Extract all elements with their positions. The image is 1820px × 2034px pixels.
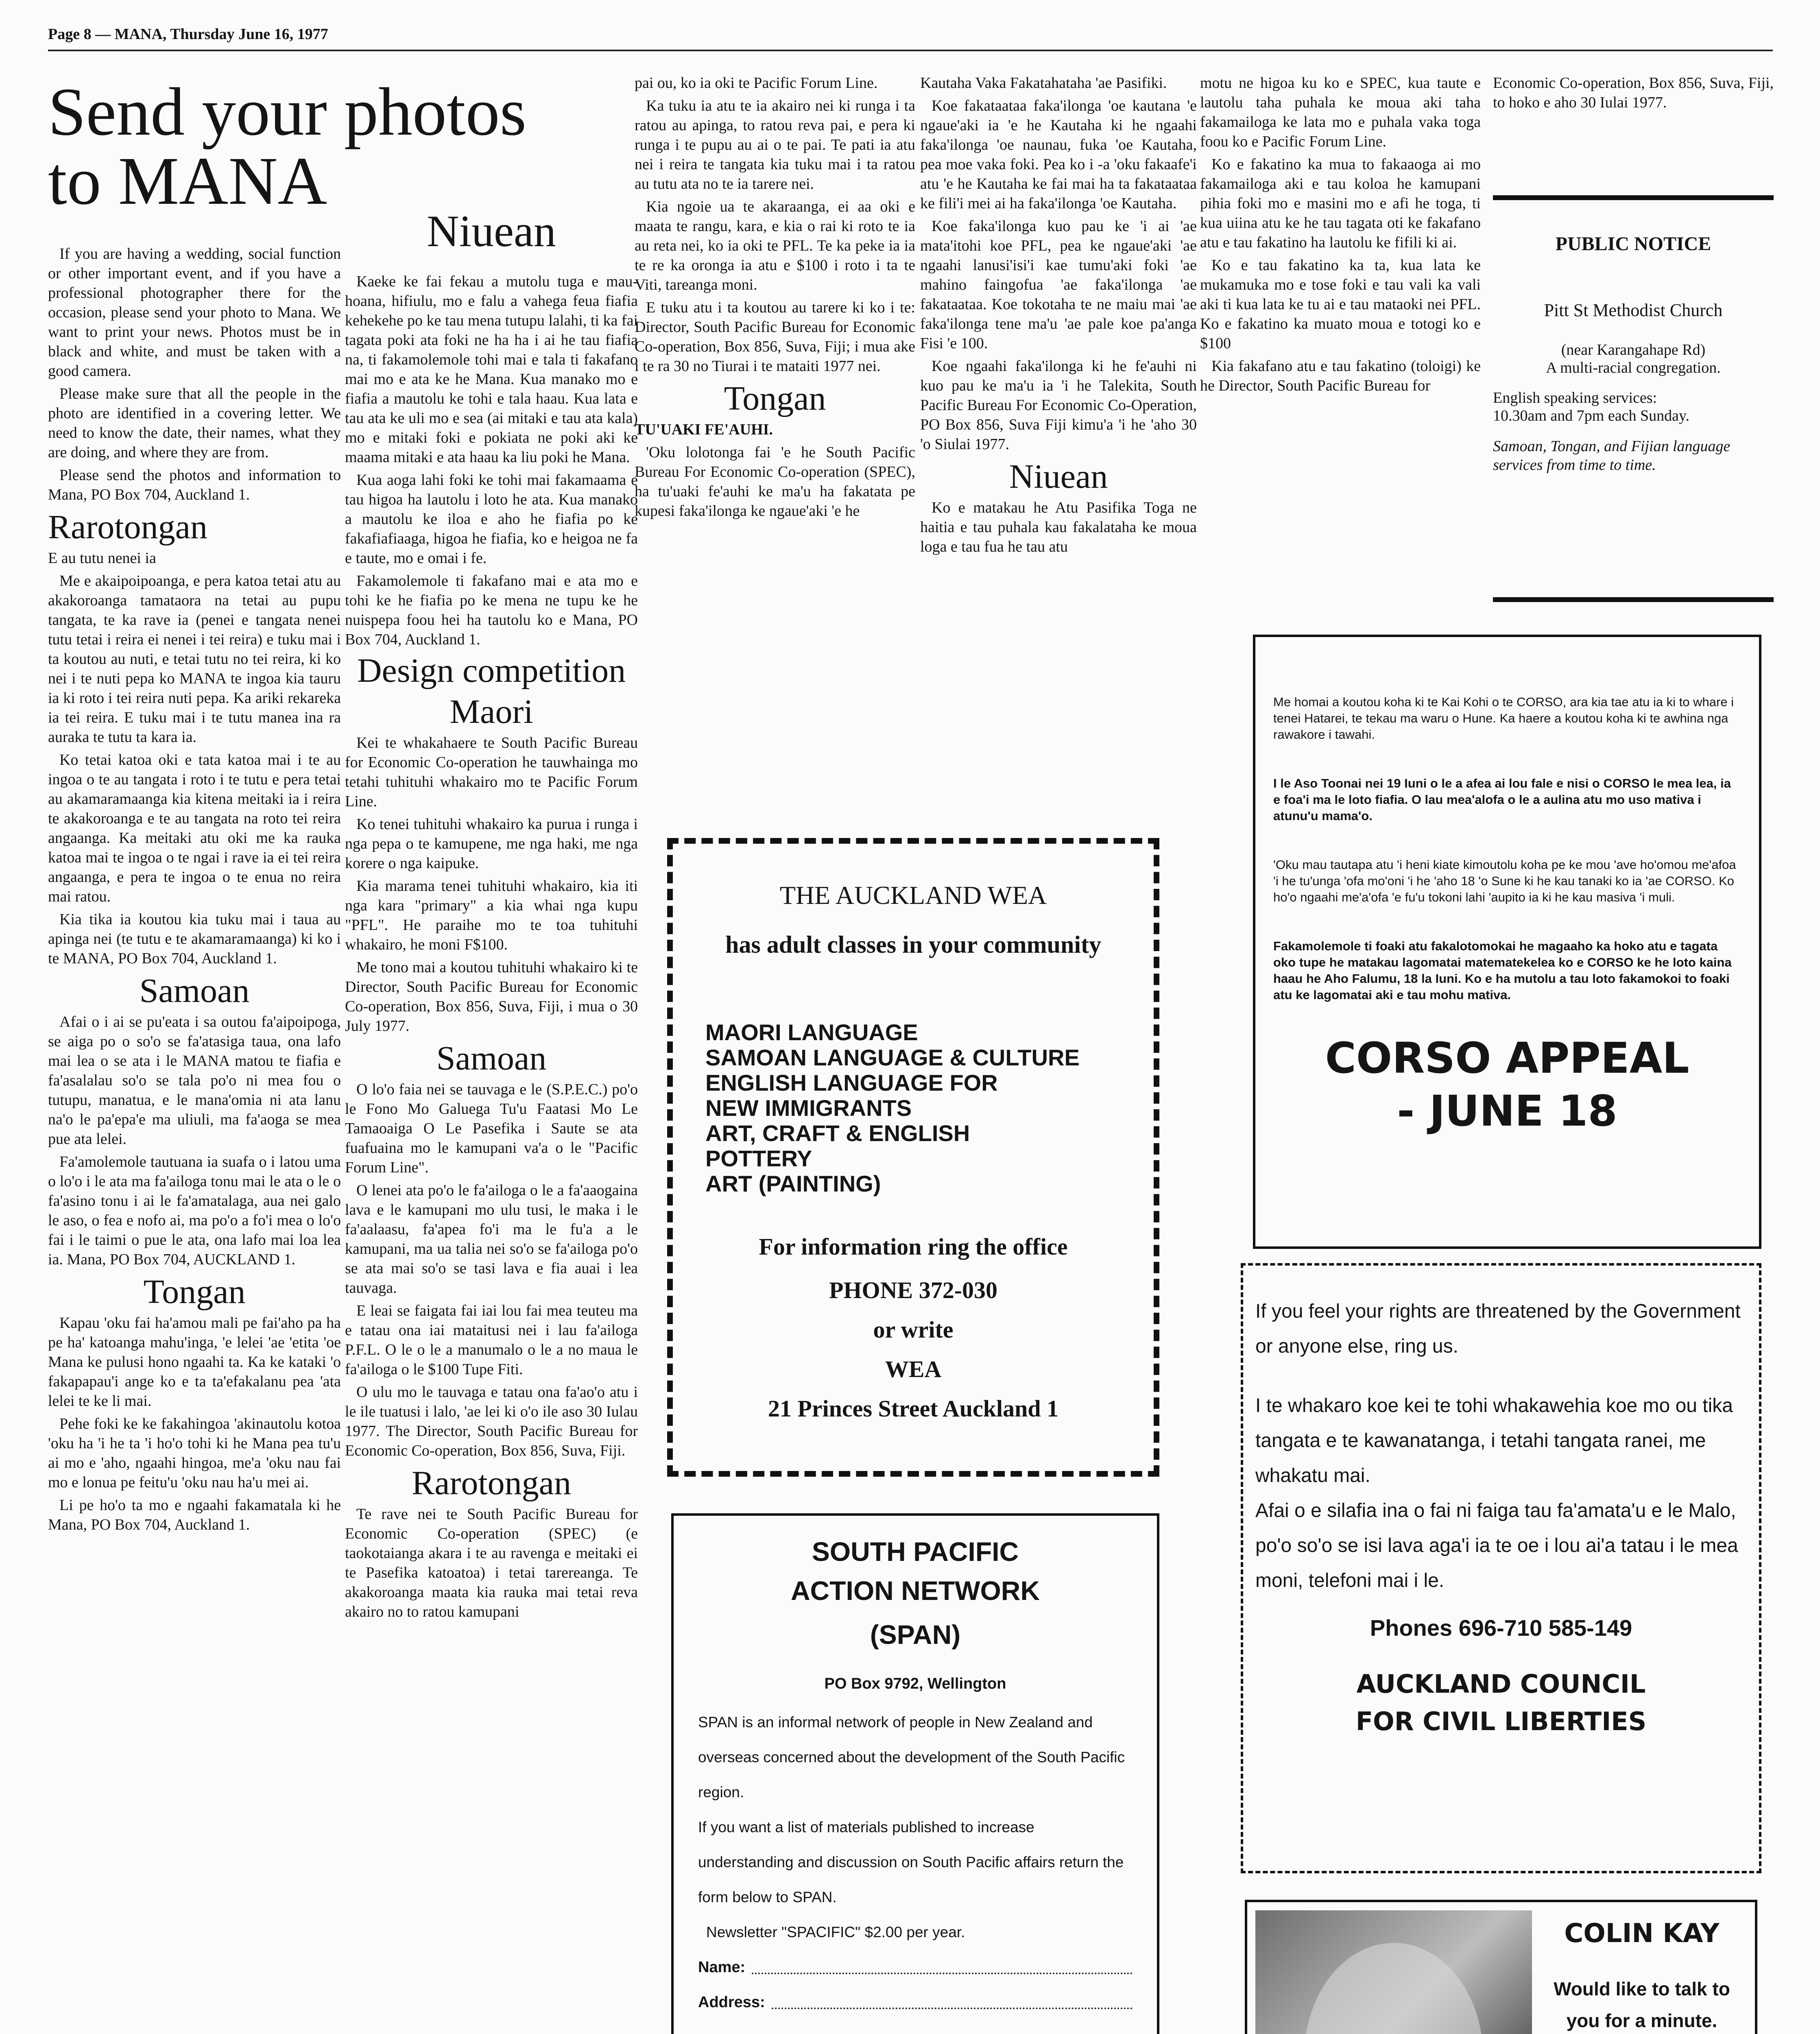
section-paragraph: Ko e matakau he Atu Pasifika Toga ne haitia e tau puhala kau fakalataha ke moua loga e tau fua he tau atu: [920, 499, 1197, 555]
colin-would: Would like to talk to you for a minute.: [1554, 1978, 1730, 2031]
section-paragraph: Afai o i ai se pu'eata i sa outou fa'aipoipoga, se aiga po o so'o se fa'atasiga taua, ona lafo mai lea o se ata i le MANA matou te fiafia e fa'asalalau so'o se tala po'o ni mea fou o tutupu, manatua, e le mana'omia ni ata lanu na'o le pa'epa'e ma uliuli, ma fa'aoga se mea pue ata lelei.: [48, 1013, 341, 1148]
span-address-field[interactable]: [698, 1985, 1133, 2020]
notice-services: 10.30am and 7pm each Sunday.: [1493, 407, 1689, 424]
wea-class: ART, CRAFT & ENGLISH: [705, 1120, 970, 1146]
wea-ad: [667, 838, 1159, 1477]
span-p2: If you want a list of materials published to increase understanding and discussion on South Pacific affairs return the form below to SPAN.: [698, 1819, 1124, 1905]
section-paragraph: Kaeke ke fai fekau a mutolu tuga e mau-hoana, hifiulu, mo e falu a vahega feua fiafia kehekehe po ke tau mena tutupu lalahi, ti ka fai tagata poki ata foki ne ha ha i ai he tau fiafia na, ti fakamolemole tohi mai e tala ti fakafano mai mo e ata ke he Mana. Kua manako mo e fiafia a mautolu ke tohi e tala haau. Kua lata e tau ata ke uli mo e sea (ai mitaki e tau ata kala) mo e mitaki foki e pokiata ne poki aki ke maama mitaki e ata haau ka liu poki he Mana.: [345, 273, 638, 466]
section-heading: Niuean: [427, 206, 556, 256]
section-paragraph: E tuku atu i ta koutou au tarere ki ko i te: Director, South Pacific Bureau for Economic Co-operation, Box 856, Suva, Fiji; i mua ake i te ra 30 no Tiurai i te mataiti 1977 nei.: [635, 299, 915, 375]
section-paragraph: Koe ngaahi faka'ilonga ki he fe'auhi ni kuo pau ke ma'u ia 'i he Talekita, South Pacific Bureau For Economic Co-Operation, PO Box 856, Suva Fiji kimu'a 'i he 'aho 30 'o Siulai 1977.: [920, 358, 1197, 453]
section-paragraph: Pehe foki ke ke fakahingoa 'akinautolu kotoa 'oku ha 'i he ta 'i ho'o tohi ki he Mana pea tu'u ai mo e 'aho, ngaahi hingoa, me'a 'oku nau fai mo e lonua pe feitu'u 'oku nau ha'u mei ai.: [48, 1415, 341, 1491]
section-paragraph: Economic Co-operation, Box 856, Suva, Fiji, to hoko e aho 30 Iulai 1977.: [1493, 74, 1774, 111]
section-paragraph: Fa'amolemole tautuana ia suafa o i latou uma o lo'o i le ata ma fa'ailoga tonu mai le ata o le o fa'asino tonu i ai le fa'amatalaga, aua nei galo le aso, o fea e nofo ai, ma po'o a fo'i mea o lo'o fai i le taimi o pue le ata, ona lafo mai loa lea ia. Mana, PO Box 704, AUCKLAND 1.: [48, 1153, 341, 1268]
wea-class: POTTERY: [705, 1146, 812, 1171]
colin-kay-ad: [1245, 1900, 1757, 2034]
notice-church: Pitt St Methodist Church: [1544, 300, 1723, 320]
corso-p4: Fakamolemole ti foaki atu fakalotomokai he magaaho ka hoko atu e tagata oko tupe he matakau lagomatai matematekelea ko e CORSO ke he loto kaina haau he Aho Falumu, 18 la Iuni. Ko e ha mutolu a tau loto fakamokoi to foaki atu ke lagomatai aki e tau mohu mativa.: [1273, 939, 1732, 1002]
span-name-field[interactable]: [698, 1950, 1133, 1985]
wea-class: NEW IMMIGRANTS: [705, 1095, 912, 1121]
corso-date: - JUNE 18: [1397, 1086, 1617, 1136]
section-paragraph: Kapau 'oku fai ha'amou mali pe fai'aho pa ha pe ha' katoanga mahu'inga, 'e lelei 'ae 'etita 'oe Mana ke pulusi hono ngaahi ta. Ka ke kataki 'o fakapapau'i ange ko e ta ta'efakalanu pea 'ata lelei te ke li mai.: [48, 1314, 341, 1410]
section-paragraph: O ulu mo le tauvaga e tatau ona fa'ao'o atu i le ile tuatusi i lalo, 'ae lei ki o'o ile aso 30 Iulau 1977. The Director, South Pacific Bureau for Economic Co-operation, Box 856, Suva, Fiji.: [345, 1384, 638, 1459]
wea-name: WEA: [885, 1356, 942, 1382]
section-paragraph: 'Oku lolotonga fai 'e he South Pacific Bureau For Economic Co-operation (SPEC), ha tu'uaki fe'auhi ke ma'u ha fakatata pe kupesi faka'ilonga ke ngaue'aki 'e he: [635, 444, 915, 519]
notice-other: Samoan, Tongan, and Fijian language services from time to time.: [1493, 438, 1731, 474]
section-heading: Niuean: [1009, 458, 1108, 495]
section-paragraph: Kia fakafano atu e tau fakatino (toloigi) ke he Director, South Pacific Bureau for: [1200, 358, 1481, 394]
section-paragraph: O lo'o faia nei se tauvaga e le (S.P.E.C.) po'o le Fono Mo Galuega Tu'u Faatasi Mo Le Tamaoaiga O Le Pasefika i Saute se ata fuafuaina mo le kamupani va'a o le "Pacific Forum Line".: [345, 1081, 638, 1176]
span-title: (SPAN): [870, 1619, 961, 1650]
section-paragraph: Kei te whakahaere te South Pacific Bureau for Economic Co-operation he tauwhainga mo tetahi tuhituhi whakairo mo te Pacific Forum Line.: [345, 734, 638, 810]
wea-title: THE AUCKLAND WEA: [779, 881, 1047, 910]
section-paragraph: Me tono mai a koutou tuhituhi whakairo ki te Director, South Pacific Bureau for Economic Co-operation, Box 856, Suva, Fiji, i mua o 30 July 1977.: [345, 959, 638, 1034]
section-paragraph: Ko e tau fakatino ka ta, kua lata ke mukamuka mo e tose foki e tau vali ka vali aki ti kua lata ke tu ai e tau mataoki nei PFL. Ko e fakatino ka muato moua e totogi ko e $100: [1200, 257, 1481, 352]
wea-info: For information ring the office: [759, 1233, 1068, 1260]
section-paragraph: Te rave nei te South Pacific Bureau for Economic Co-operation (SPEC) (e taokotaianga akara i te au ravenga e meitaki ei te Pasefika katoatoa) i tetai tarereanga. Te akakoroanga maata kia rauka mai tetai reva akairo no to ratou kamupani: [345, 1506, 638, 1620]
section-heading: Maori: [450, 693, 533, 731]
public-notice: [1493, 195, 1774, 602]
section-paragraph: Kia tika ia koutou kia tuku mai i taua au apinga nei (te tutu e te akamaramaanga) ki ko i te MANA, PO Box 704, Auckland 1.: [48, 911, 341, 967]
span-title: ACTION NETWORK: [790, 1576, 1040, 1606]
section-paragraph: Kia marama tenei tuhituhi whakairo, kia iti nga kara "primary" a kia whai nga kupu "PFL". He paraihe mo te toa tuhituhi whakairo, he moni F$100.: [345, 877, 638, 953]
span-box: PO Box 9792, Wellington: [824, 1675, 1006, 1692]
headline: Send your photos to MANA: [48, 74, 526, 219]
section-paragraph: E au tutu nenei ia: [48, 550, 156, 567]
wea-class: SAMOAN LANGUAGE & CULTURE: [705, 1045, 1080, 1070]
corso-appeal: CORSO APPEAL: [1325, 1033, 1689, 1083]
rights-org: FOR CIVIL LIBERTIES: [1355, 1707, 1647, 1736]
rights-p3: Afai o e silafia ina o fai ni faiga tau fa'amata'u e le Malo, po'o so'o se isi lava aga'i ia te oe i lou ai'a tatau i le mea moni, telefoni mai i le.: [1255, 1500, 1738, 1591]
section-paragraph: Koe faka'ilonga kuo pau ke 'i ai 'ae mata'itohi koe PFL, pea ke ngaue'aki 'ae ngaahi lanusi'isi'i kae tumu'aki foki 'ae mahino faingofua 'ae faka'ilonga 'ae fakataataa. Koe tokotaha te ne maiu mai 'ae faka'ilonga tene ma'u 'ae pale koe pa'anga Fisi 'e 100.: [920, 218, 1197, 352]
section-paragraph: O lenei ata po'o le fa'ailoga o le a fa'aaogaina lava e le kamupani mo ulu tusi, le maka i le fa'aalaasu, fa'apea fo'i ma le fu'a a le kamupani, ma ua talia nei so'o se fa'ailoga po'o se ata mai so'o se tasi lava e fia auai i lea tauvaga.: [345, 1182, 638, 1296]
column-6: [1493, 73, 1774, 171]
section-paragraph: Ko tenei tuhituhi whakairo ka purua i runga i nga pepa o te kamupene, me nga haki, me nga korere o nga kaipuke.: [345, 816, 638, 872]
wea-classes: [705, 1020, 1137, 1196]
section-paragraph: Kautaha Vaka Fakatahataha 'ae Pasifiki.: [920, 74, 1167, 92]
page-header: [48, 25, 1773, 50]
section-heading: Samoan: [139, 972, 250, 1010]
intro-paragraph: Please send the photos and information to Mana, PO Box 704, Auckland 1.: [48, 467, 341, 503]
span-title: SOUTH PACIFIC: [812, 1536, 1019, 1567]
corso-ad: [1253, 635, 1761, 1249]
rights-p1: If you feel your rights are threatened by the Government or anyone else, ring us.: [1255, 1301, 1741, 1357]
span-newsletter: Newsletter "SPACIFIC" $2.00 per year.: [706, 1924, 965, 1940]
notice-services: English speaking services:: [1493, 389, 1657, 406]
column-2: [345, 203, 638, 2034]
column-5: [1200, 73, 1481, 602]
section-heading: Tongan: [143, 1273, 246, 1311]
wea-class: MAORI LANGUAGE: [705, 1019, 918, 1045]
column-4: [920, 73, 1197, 814]
section-paragraph: Ko e fakatino ka mua to fakaaoga ai mo fakamailoga aki e tau koloa he kamupani pihia foki mo e masini mo e afi he toga, ti kua uiina atu ke he tau tagata oti ke fakafano atu e tau fakatino ha lautolu ke fifili ki ai.: [1200, 156, 1481, 251]
notice-desc: A multi-racial congregation.: [1546, 359, 1721, 376]
rights-org: AUCKLAND COUNCIL: [1356, 1669, 1646, 1699]
intro-paragraph: Please make sure that all the people in the photo are identified in a covering letter. We need to know the date, their names, what they are doing, and where they are from.: [48, 385, 341, 461]
section-paragraph: E leai se faigata fai iai lou fai mea teuteu ma e tatau ona iai mataitusi nei i lau fa'ailoga P.F.L. O le o le a manumalo o le a no maua le fa'ailoga o le $100 Tupe Fiti.: [345, 1302, 638, 1378]
civil-liberties-ad: [1241, 1263, 1761, 1873]
section-heading: Rarotongan: [48, 508, 207, 546]
section-paragraph: Me e akaipoipoanga, e pera katoa tetai atu au akakoroanga tamataora na tetai au pupu tangata, te ka rave ia (penei e tangata nenei tutu tetai i reira ei nenei i tei reira) e tuku mai i ta koutou au nuti, e tetai tutu no tei reira, ki ko nei i te nuti pepa ko MANA te ingoa kia tauru ia ki roto i tei reira nuti pepa. Ka ariki rekareka ia tei reira. E tuku mai i te tutu manea ina ra auraka te tutu ta kara ia.: [48, 572, 341, 746]
section-subheading: TU'UAKI FE'AUHI.: [635, 421, 773, 438]
wea-or: or write: [873, 1316, 954, 1343]
notice-title: PUBLIC NOTICE: [1555, 233, 1711, 255]
intro-paragraph: If you are having a wedding, social function or other important event, and if you have a professional photographer there for the occasion, please send your photo to Mana. We want to print your news. Photos must be in black and white, and must be taken with a good camera.: [48, 245, 341, 380]
section-paragraph: Ka tuku ia atu te ia akairo nei ki runga i ta ratou au apinga, to ratou reva pai, e pera ki runga i te pupu au ai o te pai. Te pati ia atu nei i reira te tangata kia tuku mai i ta ratou au tutu ata no te ia tarere nei.: [635, 97, 915, 192]
section-heading: Rarotongan: [412, 1464, 571, 1502]
section-paragraph: Kua aoga lahi foki ke tohi mai fakamaama e tau higoa ha lautolu i loto he ata. Kua manako a mautolu ke iloa e aho he fiafia po ke fakafiafiaaga, higoa he fiafia, ko e heigoa ne fa e taute, mo e omai i fe.: [345, 471, 638, 567]
section-heading: Tongan: [724, 380, 826, 417]
section-paragraph: Kia ngoie ua te akaraanga, ei aa oki e maata te rangu, kara, e kia o rai ki roto te ia au reta nei, ko ia oki te PFL. Te ka peke ia ia te re ka oronga ia atu e $100 i roto i ta te Viti, tareanga moni.: [635, 198, 915, 293]
rights-p2: I te whakaro koe kei te tohi whakawehia koe mo ou tika tangata e te kawanatanga, i tetahi tangata ranei, me whakatu mai.: [1255, 1395, 1733, 1486]
section-paragraph: motu ne higoa ku ko e SPEC, kua taute e lautolu taha puhala ke moua aki taha fakamailoga ke lata mo e puhala vaka toga foou ko e Pacific Forum Line.: [1200, 74, 1481, 150]
corso-p3: 'Oku mau tautapa atu 'i heni kiate kimoutolu koha pe ke mou 'ave ho'omou me'afoa 'i he tu'unga 'ofa mo'oni 'i he 'aho 18 'o Sune ki he kau tanaki ko ia 'ae CORSO. Ko ho'o ngaahi me'a'ofa 'e fu'u tokoni lahi 'aupito ia ki he kau masiva 'i muli.: [1273, 858, 1736, 904]
wea-address: 21 Princes Street Auckland 1: [768, 1395, 1059, 1422]
design-heading: Design competition: [357, 652, 626, 690]
span-p1: SPAN is an informal network of people in New Zealand and overseas concerned about the development of the South Pacific region.: [698, 1714, 1125, 1800]
wea-phone: PHONE 372-030: [829, 1277, 998, 1303]
span-ad: [671, 1513, 1159, 2034]
notice-location: (near Karangahape Rd): [1561, 341, 1706, 358]
column-3: [635, 73, 915, 814]
span-address-label: Address:: [698, 1994, 765, 2011]
page-line: Page 8 — MANA, Thursday June 16, 1977: [48, 26, 328, 43]
corso-p1: Me homai a koutou koha ki te Kai Kohi o te CORSO, ara kia tae atu ia ki to whare i tenei Hatarei, te tekau ma waru o Hune. Ka haere a koutou koha ki te awhina nga rawakore i tawahi.: [1273, 695, 1734, 742]
section-heading: Samoan: [436, 1039, 547, 1077]
section-paragraph: Koe fakataataa faka'ilonga 'oe kautana 'e ngaue'aki ia 'e he Kautaha ki he ngaahi faka'ilonga 'oe naunau, fuka 'oe Kautaha, pea moe vaka foki. Pea ko i -a 'oku fakaafe'i atu 'e he Kautaha ke fai mai ha ta fakataataa ke fili'i mei ai ha faka'ilonga 'oe Kautaha.: [920, 97, 1197, 212]
section-paragraph: pai ou, ko ia oki te Pacific Forum Line.: [635, 74, 878, 92]
wea-class: ENGLISH LANGUAGE FOR: [705, 1070, 998, 1096]
wea-class: ART (PAINTING): [705, 1171, 881, 1196]
colin-name: COLIN KAY: [1564, 1918, 1720, 1949]
span-name-label: Name:: [698, 1959, 746, 1976]
section-paragraph: Ko tetai katoa oki e tata katoa mai i te au ingoa o te au tangata i roto i te tutu e pera tetai au akamaramaanga kia kitena meitaki ia i reira te akakoroanga e te au tangata na roto tei reira angaanga. Ka meitaki atu oki me ka rauka katoa mai te ingoa o te ngai i rave ia ei tei reira angaanga, e pera te ingoa o te enua no reira mai ratou.: [48, 751, 341, 905]
section-paragraph: Li pe ho'o ta mo e ngaahi fakamatala ki he Mana, PO Box 704, Auckland 1.: [48, 1497, 341, 1533]
corso-p2: I le Aso Toonai nei 19 Iuni o le a afea ai lou fale e nisi o CORSO le mea lea, ia e foa'i ma le loto fiafia. O lau mea'alofa o le a aulina atu mo uso mativa i atunu'u mama'o.: [1273, 776, 1731, 823]
rights-phones: Phones 696-710 585-149: [1370, 1615, 1632, 1641]
candidate-photo: [1255, 1910, 1532, 2034]
section-paragraph: Fakamolemole ti fakafano mai e ata mo e tohi ke he fiafia po ke mena ne tupu ke he nuispepa foou hei ha tautolu ko e Mana, PO Box 704, Auckland 1.: [345, 572, 638, 648]
wea-sub: has adult classes in your community: [725, 931, 1102, 958]
header-rule: [48, 50, 1773, 51]
